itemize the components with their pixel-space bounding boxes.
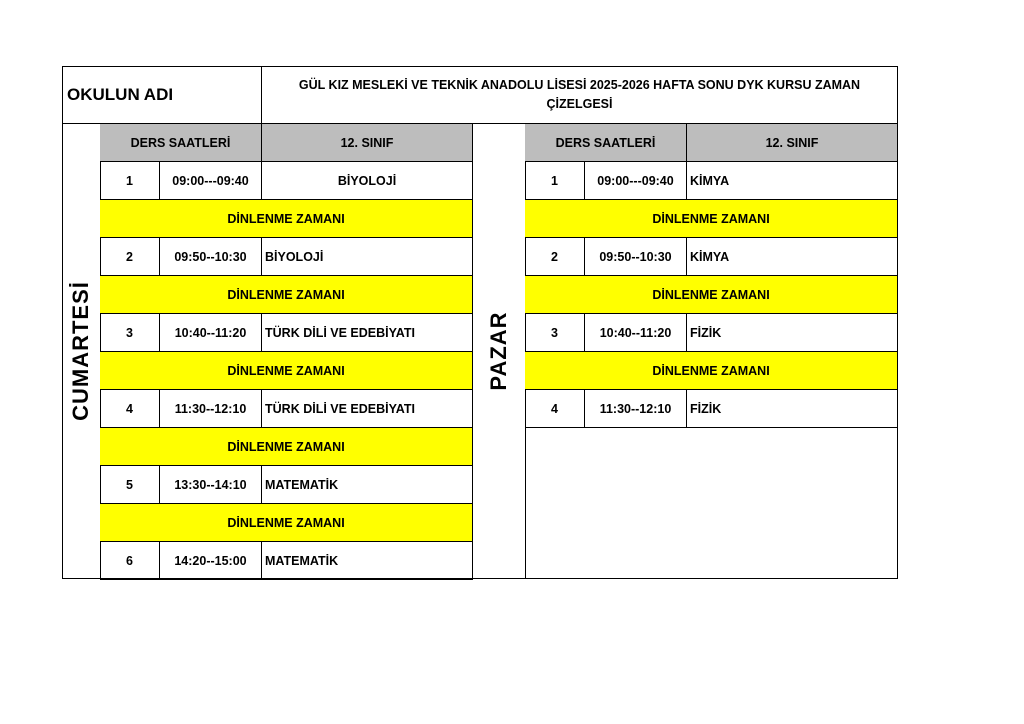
saturday-lesson-number: 5 xyxy=(100,466,160,504)
saturday-lesson-time: 09:00---09:40 xyxy=(160,162,262,200)
saturday-lesson-subject: MATEMATİK xyxy=(262,542,473,580)
sunday-lesson-number: 2 xyxy=(525,238,585,276)
sunday-lesson-number: 4 xyxy=(525,390,585,428)
school-label: OKULUN ADI xyxy=(62,66,262,124)
saturday-hours-header: DERS SAATLERİ xyxy=(100,124,262,162)
sunday-lesson-subject: FİZİK xyxy=(687,314,898,352)
sunday-lesson-time: 10:40--11:20 xyxy=(585,314,687,352)
saturday-lesson-number: 2 xyxy=(100,238,160,276)
saturday-break-row: DİNLENME ZAMANI xyxy=(100,352,473,390)
sunday-lesson-time: 09:00---09:40 xyxy=(585,162,687,200)
saturday-lesson-number: 6 xyxy=(100,542,160,580)
saturday-day-label: CUMARTESİ xyxy=(68,281,93,421)
sunday-lesson-subject: FİZİK xyxy=(687,390,898,428)
sunday-lesson-number: 3 xyxy=(525,314,585,352)
sunday-break-row: DİNLENME ZAMANI xyxy=(525,276,898,314)
saturday-break-row: DİNLENME ZAMANI xyxy=(100,200,473,238)
saturday-lesson-number: 4 xyxy=(100,390,160,428)
sunday-class-header: 12. SINIF xyxy=(687,124,898,162)
sunday-day-label: PAZAR xyxy=(486,311,511,391)
sunday-lesson-time: 09:50--10:30 xyxy=(585,238,687,276)
saturday-break-row: DİNLENME ZAMANI xyxy=(100,276,473,314)
saturday-lesson-number: 1 xyxy=(100,162,160,200)
saturday-lesson-time: 14:20--15:00 xyxy=(160,542,262,580)
saturday-break-row: DİNLENME ZAMANI xyxy=(100,504,473,542)
saturday-lesson-time: 11:30--12:10 xyxy=(160,390,262,428)
saturday-lesson-subject: TÜRK DİLİ VE EDEBİYATI xyxy=(262,390,473,428)
saturday-lesson-number: 3 xyxy=(100,314,160,352)
sunday-break-row: DİNLENME ZAMANI xyxy=(525,200,898,238)
saturday-lesson-time: 09:50--10:30 xyxy=(160,238,262,276)
sunday-lesson-subject: KİMYA xyxy=(687,162,898,200)
saturday-lesson-subject: TÜRK DİLİ VE EDEBİYATI xyxy=(262,314,473,352)
saturday-lesson-subject: MATEMATİK xyxy=(262,466,473,504)
sunday-lesson-subject: KİMYA xyxy=(687,238,898,276)
saturday-lesson-time: 10:40--11:20 xyxy=(160,314,262,352)
sunday-lesson-number: 1 xyxy=(525,162,585,200)
saturday-break-row: DİNLENME ZAMANI xyxy=(100,428,473,466)
sunday-lesson-time: 11:30--12:10 xyxy=(585,390,687,428)
school-title: GÜL KIZ MESLEKİ VE TEKNİK ANADOLU LİSESİ 2025-2026 HAFTA SONU DYK KURSU ZAMAN ÇİZELGESİ xyxy=(262,66,898,124)
saturday-class-header: 12. SINIF xyxy=(262,124,473,162)
sunday-break-row: DİNLENME ZAMANI xyxy=(525,352,898,390)
saturday-lesson-subject: BİYOLOJİ xyxy=(262,162,473,200)
saturday-lesson-time: 13:30--14:10 xyxy=(160,466,262,504)
saturday-lesson-subject: BİYOLOJİ xyxy=(262,238,473,276)
sunday-hours-header: DERS SAATLERİ xyxy=(525,124,687,162)
